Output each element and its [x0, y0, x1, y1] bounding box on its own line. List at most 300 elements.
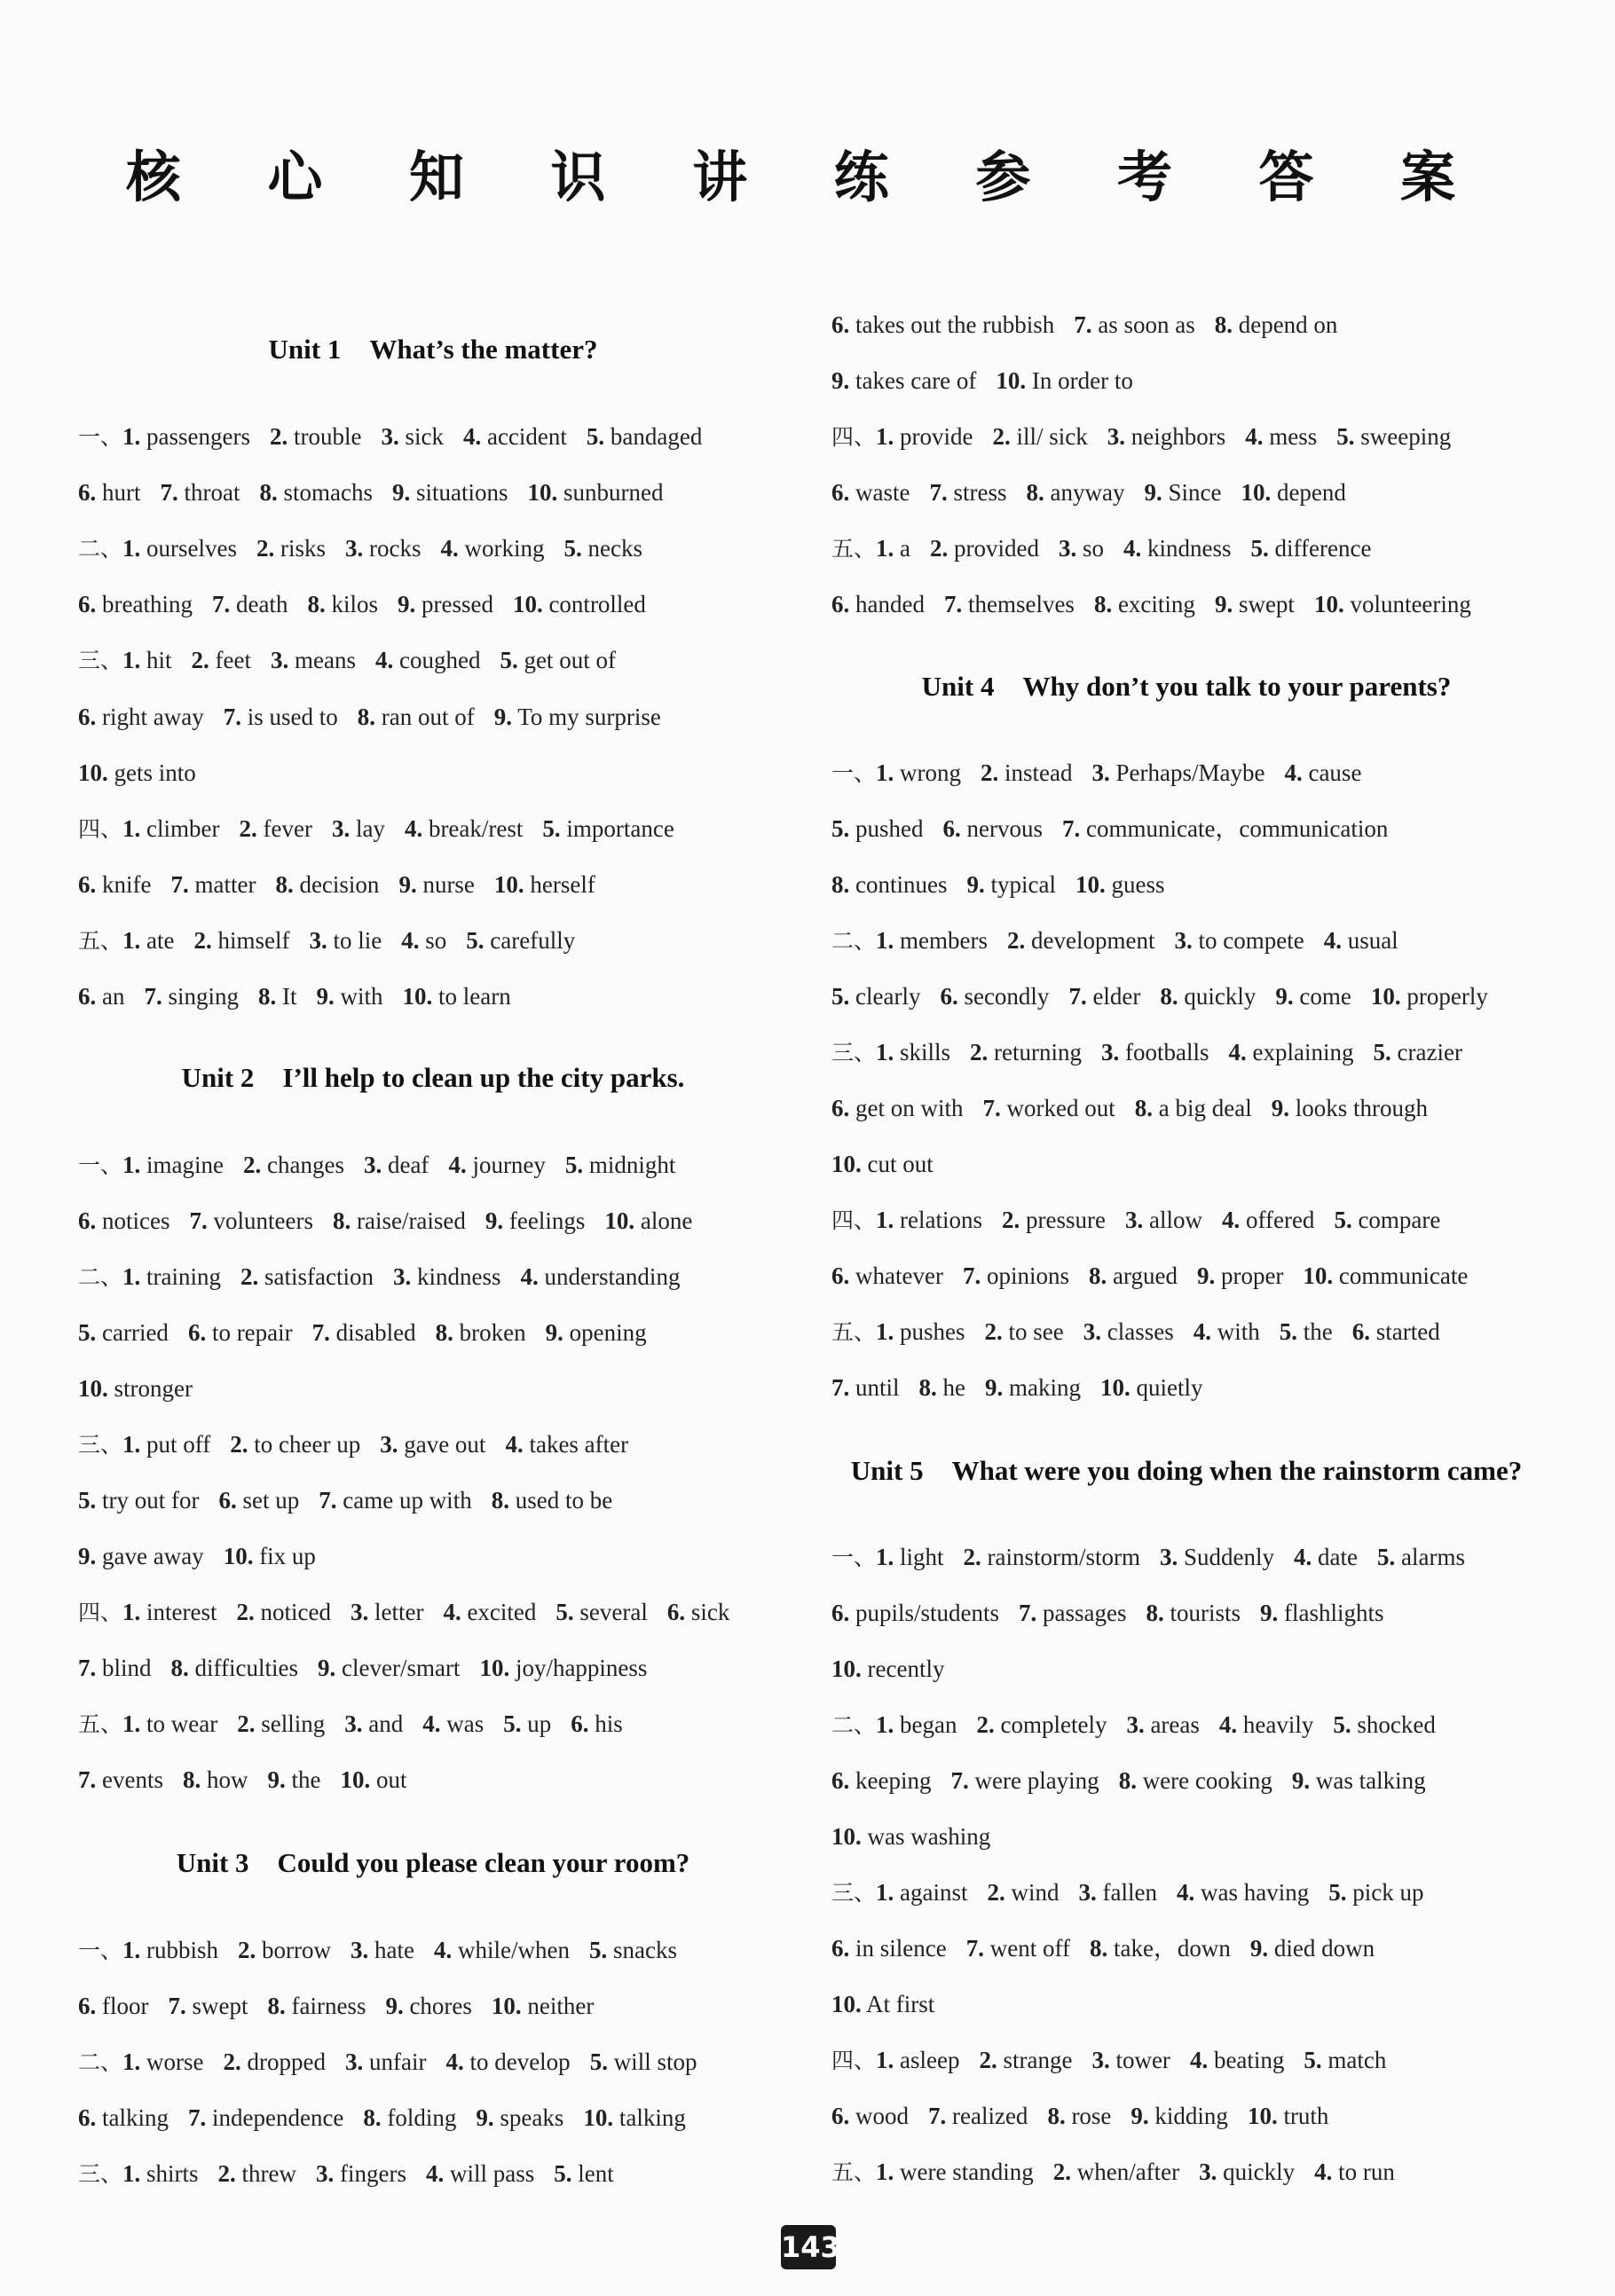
answer-text: clearly: [849, 983, 921, 1010]
answer-item: [240, 1263, 374, 1290]
answer-text: shocked: [1351, 1711, 1436, 1738]
answer-text: worse: [140, 2048, 204, 2075]
answer-item: [183, 1766, 248, 1793]
answer-text: fingers: [334, 2160, 406, 2187]
answer-number: 10.: [831, 1823, 862, 1850]
answer-item: [122, 1152, 224, 1178]
answer-text: shirts: [140, 2160, 199, 2187]
answer-text: usual: [1341, 927, 1398, 954]
answer-text: right away: [96, 704, 204, 730]
answer-text: snacks: [607, 1937, 677, 1963]
answer-number: 9.: [391, 479, 411, 506]
answer-text: carefully: [484, 927, 576, 954]
answer-number: 10.: [491, 1993, 522, 2019]
answer-number: 7.: [78, 1766, 97, 1793]
section-label: 五、: [78, 928, 123, 954]
answer-number: 8.: [1118, 1767, 1137, 1794]
answer-number: 10.: [831, 1991, 862, 2017]
answer-number: 6.: [831, 1095, 850, 1121]
answer-number: 4.: [1228, 1039, 1247, 1065]
answer-item: [571, 1710, 623, 1737]
answer-number: 4.: [1189, 2047, 1209, 2073]
answer-text: is used to: [240, 704, 338, 730]
answer-item: [405, 815, 523, 842]
answer-item: [270, 423, 361, 450]
answer-item: [1068, 983, 1140, 1010]
answer-number: 7.: [928, 2103, 947, 2129]
answer-text: gave out: [398, 1431, 486, 1458]
answer-item: [590, 2048, 697, 2075]
answer-text: singing: [162, 983, 239, 1010]
answer-item: [1304, 2047, 1386, 2073]
unit-title: What’s the matter?: [369, 334, 598, 365]
answer-text: broken: [453, 1319, 526, 1346]
answer-number: 8.: [182, 1766, 201, 1793]
answer-text: a big deal: [1152, 1095, 1252, 1121]
answer-text: understanding: [538, 1263, 681, 1290]
answer-line: [831, 1986, 954, 2022]
answer-item: [979, 2047, 1072, 2073]
answer-text: fix up: [253, 1543, 316, 1569]
answer-item: [259, 479, 373, 506]
answer-number: 5.: [1333, 1711, 1351, 1738]
answer-text: were standing: [894, 2158, 1034, 2185]
answer-item: [224, 704, 338, 730]
answer-number: 8.: [307, 591, 326, 617]
answer-text: alarms: [1395, 1544, 1465, 1570]
answer-text: clever/smart: [335, 1655, 461, 1681]
answer-text: tower: [1109, 2047, 1170, 2073]
answer-number: 8.: [1047, 2103, 1066, 2129]
answer-item: [528, 479, 664, 506]
answer-text: interest: [140, 1599, 217, 1625]
answer-line: [831, 2154, 1414, 2190]
answer-number: 3.: [1058, 535, 1077, 562]
answer-item: [318, 1655, 460, 1681]
answer-item: [398, 871, 474, 898]
answer-text: chores: [403, 1993, 472, 2019]
answer-item: [667, 1599, 730, 1625]
answer-text: to repair: [206, 1319, 293, 1346]
answer-number: 10.: [1247, 2103, 1278, 2129]
answer-number: 6.: [78, 1207, 97, 1234]
answer-item: [1079, 1879, 1157, 1906]
answer-text: pushed: [849, 815, 924, 842]
answer-number: 10.: [512, 591, 543, 617]
answer-number: 2.: [236, 1599, 255, 1625]
answer-line: [831, 531, 1390, 566]
answer-item: [554, 2160, 614, 2187]
answer-line: [831, 1651, 964, 1687]
answer-number: 5.: [564, 1152, 584, 1178]
section-label: 一、: [831, 1545, 877, 1570]
answer-line: [78, 1147, 695, 1183]
answer-number: 3.: [1083, 1318, 1101, 1345]
answer-number: 10.: [831, 1151, 862, 1177]
unit-heading: [831, 1451, 1541, 1490]
answer-text: unfair: [363, 2048, 427, 2075]
answer-text: sweeping: [1354, 423, 1452, 450]
answer-text: will pass: [444, 2160, 535, 2187]
unit-title: Why don’t you talk to your parents?: [1022, 671, 1452, 702]
answer-item: [466, 927, 575, 954]
answer-item: [78, 1207, 169, 1234]
section-label: 四、: [831, 424, 877, 450]
answer-number: 8.: [357, 704, 375, 730]
answer-text: stress: [947, 479, 1007, 506]
answer-number: 8.: [1026, 479, 1044, 506]
answer-item: [122, 815, 219, 842]
answer-item: [218, 1487, 299, 1514]
answer-number: 3.: [331, 815, 351, 842]
answer-item: [479, 1655, 647, 1681]
answer-item: [1280, 1318, 1333, 1345]
answer-text: lent: [571, 2160, 614, 2187]
answer-item: [122, 423, 250, 450]
answer-item: [492, 1487, 612, 1514]
answer-number: 6.: [78, 2104, 97, 2131]
answer-text: communicate，communication: [1080, 815, 1389, 842]
answer-line: [78, 1762, 427, 1797]
answer-line: [78, 1259, 699, 1294]
answer-text: breathing: [96, 591, 193, 617]
answer-item: [122, 927, 174, 954]
answer-text: speaks: [493, 2104, 564, 2131]
answer-item: [1177, 1879, 1309, 1906]
answer-item: [831, 1095, 964, 1121]
answer-number: 5.: [555, 1599, 574, 1625]
answer-item: [1083, 1318, 1174, 1345]
answer-item: [351, 1937, 414, 1963]
answer-text: tourists: [1163, 1600, 1241, 1626]
answer-item: [831, 367, 976, 394]
answer-item: [333, 1207, 466, 1234]
answer-number: 2.: [193, 927, 212, 954]
answer-number: 7.: [982, 1095, 1001, 1121]
answer-item: [78, 591, 193, 617]
answer-text: to run: [1332, 2158, 1395, 2185]
answer-item: [1026, 479, 1124, 506]
answer-number: 2.: [230, 1431, 248, 1458]
answer-number: 3.: [1101, 1039, 1120, 1065]
answer-number: 2.: [930, 535, 949, 562]
answer-item: [1002, 1207, 1106, 1233]
answer-line: [78, 811, 694, 846]
answer-text: ill/ sick: [1010, 423, 1088, 450]
answer-number: 1.: [122, 1431, 141, 1458]
answer-text: journey: [466, 1152, 546, 1178]
answer-item: [831, 1262, 943, 1289]
answer-text: continues: [849, 871, 948, 898]
answer-number: 9.: [1214, 591, 1233, 617]
answer-item: [1089, 1262, 1178, 1289]
answer-text: passengers: [140, 423, 250, 450]
answer-text: came up with: [336, 1487, 472, 1514]
answer-text: sick: [398, 423, 444, 450]
answer-text: began: [894, 1711, 957, 1738]
answer-text: exciting: [1112, 591, 1195, 617]
answer-item: [78, 2104, 169, 2131]
answer-item: [363, 2104, 456, 2131]
answer-number: 8.: [258, 983, 277, 1010]
answer-text: ourselves: [140, 535, 237, 562]
answer-text: recently: [861, 1655, 945, 1682]
answer-item: [122, 1599, 217, 1625]
answer-number: 4.: [404, 815, 423, 842]
answer-text: against: [894, 1879, 968, 1906]
answer-line: [831, 2098, 1348, 2134]
answer-text: with: [1210, 1318, 1260, 1345]
answer-number: 1.: [122, 1710, 141, 1737]
answer-number: 9.: [985, 1374, 1004, 1401]
answer-item: [1336, 423, 1451, 450]
answer-item: [345, 2048, 426, 2075]
answer-number: 7.: [1068, 983, 1087, 1010]
answer-text: carried: [96, 1319, 169, 1346]
unit-title: Could you please clean your room?: [277, 1847, 690, 1878]
answer-text: wrong: [894, 759, 962, 786]
unit-heading: [831, 667, 1541, 706]
answer-line: [831, 2042, 1406, 2078]
answer-number: 3.: [392, 1263, 412, 1290]
answer-text: In order to: [1026, 367, 1133, 394]
answer-line: [831, 1146, 953, 1182]
answer-text: waste: [849, 479, 910, 506]
answer-item: [237, 1710, 325, 1737]
answer-item: [1053, 2158, 1179, 2185]
answer-text: to lie: [327, 927, 382, 954]
answer-text: were playing: [968, 1767, 1099, 1794]
answer-text: anyway: [1044, 479, 1125, 506]
answer-text: to wear: [140, 1710, 218, 1737]
answer-number: 10.: [1303, 1262, 1334, 1289]
answer-item: [1334, 1207, 1440, 1233]
answer-text: rose: [1065, 2103, 1112, 2129]
answer-text: in silence: [849, 1935, 947, 1962]
answer-line: [78, 1371, 212, 1406]
answer-text: neighbors: [1125, 423, 1226, 450]
answer-number: 10.: [78, 759, 108, 786]
answer-number: 5.: [1328, 1879, 1347, 1906]
answer-text: depend on: [1232, 311, 1338, 338]
answer-text: kidding: [1148, 2103, 1228, 2129]
answer-number: 8.: [918, 1374, 937, 1401]
answer-number: 4.: [1294, 1544, 1312, 1570]
answer-text: excited: [461, 1599, 537, 1625]
answer-item: [970, 1039, 1082, 1065]
section-label: 三、: [78, 648, 123, 673]
answer-text: changes: [261, 1152, 344, 1178]
answer-text: herself: [524, 871, 595, 898]
answer-number: 8.: [1093, 591, 1113, 617]
answer-text: flashlights: [1278, 1600, 1384, 1626]
section-label: 五、: [831, 2159, 877, 2185]
answer-number: 5.: [500, 647, 518, 673]
answer-line: [831, 1819, 1010, 1854]
answer-item: [1371, 983, 1488, 1010]
answer-number: 3.: [351, 1937, 369, 1963]
answer-item: [445, 2048, 570, 2075]
answer-item: [122, 1710, 217, 1737]
answer-item: [78, 479, 141, 506]
answer-text: will stop: [607, 2048, 697, 2075]
answer-text: rubbish: [140, 1937, 219, 1963]
answer-item: [964, 1544, 1140, 1570]
answer-number: 7.: [962, 1262, 981, 1289]
answer-text: come: [1293, 983, 1351, 1010]
answer-item: [1314, 591, 1471, 617]
answer-number: 3.: [344, 1710, 363, 1737]
answer-item: [1190, 2047, 1284, 2073]
answer-item: [426, 2160, 534, 2187]
answer-item: [188, 2104, 343, 2131]
answer-number: 7.: [311, 1319, 330, 1346]
answer-item: [1047, 2103, 1111, 2129]
answer-number: 9.: [78, 1543, 97, 1569]
answer-number: 7.: [188, 2104, 207, 2131]
answer-text: alone: [634, 1207, 693, 1234]
answer-number: 1.: [876, 1207, 894, 1233]
answer-text: opinions: [981, 1262, 1069, 1289]
answer-item: [983, 1095, 1115, 1121]
answer-item: [996, 367, 1132, 394]
answer-text: It: [276, 983, 297, 1010]
answer-item: [144, 983, 239, 1010]
answer-number: 2.: [243, 1152, 262, 1178]
answer-item: [928, 2103, 1028, 2129]
answer-item: [876, 1318, 965, 1345]
answer-number: 9.: [1275, 983, 1294, 1010]
answer-item: [1374, 1039, 1462, 1065]
answer-text: provided: [948, 535, 1039, 562]
answer-text: passages: [1036, 1600, 1127, 1626]
section-label: 二、: [831, 1712, 877, 1738]
answer-item: [831, 1655, 944, 1682]
answer-number: 10.: [527, 479, 558, 506]
answer-text: and: [362, 1710, 404, 1737]
answer-item: [583, 2104, 686, 2131]
answer-item: [258, 983, 297, 1010]
answer-text: mess: [1263, 423, 1318, 450]
answer-text: looks through: [1288, 1095, 1428, 1121]
answer-item: [876, 1879, 967, 1906]
answer-text: completely: [994, 1711, 1107, 1738]
answer-line: [831, 1314, 1460, 1349]
answer-item: [604, 1207, 692, 1234]
answer-item: [564, 535, 642, 562]
answer-item: [381, 423, 444, 450]
answer-number: 9.: [1196, 1262, 1216, 1289]
answer-number: 1.: [876, 2047, 894, 2073]
answer-item: [589, 1937, 677, 1963]
answer-number: 9.: [493, 704, 512, 730]
answer-item: [256, 535, 326, 562]
answer-number: 7.: [319, 1487, 337, 1514]
answer-text: necks: [581, 535, 642, 562]
answer-number: 1.: [122, 647, 141, 673]
answer-text: so: [419, 927, 447, 954]
answer-number: 7.: [168, 1993, 186, 2019]
section-label: 五、: [78, 1711, 123, 1737]
section-label: 三、: [831, 1880, 877, 1906]
answer-item: [1123, 535, 1232, 562]
answer-text: asleep: [894, 2047, 960, 2073]
answer-number: 6.: [940, 983, 958, 1010]
answer-text: match: [1321, 2047, 1387, 2073]
answer-item: [238, 1937, 331, 1963]
answer-number: 6.: [78, 1993, 97, 2019]
answer-item: [876, 1207, 982, 1233]
answer-text: fever: [256, 815, 312, 842]
answer-text: started: [1370, 1318, 1440, 1345]
answer-item: [831, 815, 924, 842]
answer-number: 8.: [491, 1487, 509, 1514]
answer-number: 6.: [78, 479, 97, 506]
answer-number: 3.: [1107, 423, 1125, 450]
answer-text: development: [1025, 927, 1155, 954]
answer-text: was: [440, 1710, 484, 1737]
answer-item: [555, 1599, 647, 1625]
answer-number: 10.: [604, 1207, 635, 1234]
answer-item: [78, 983, 124, 1010]
answer-number: 4.: [1176, 1879, 1195, 1906]
answer-text: situations: [410, 479, 508, 506]
answer-line: [78, 531, 662, 566]
answer-item: [1222, 1207, 1314, 1233]
answer-number: 8.: [1089, 1935, 1108, 1962]
answer-number: 9.: [385, 1993, 404, 2019]
answer-number: 7.: [1074, 311, 1092, 338]
section-label: 二、: [831, 928, 877, 954]
answer-text: pupils/students: [849, 1600, 1000, 1626]
answer-text: died down: [1268, 1935, 1375, 1962]
answer-text: when/after: [1070, 2158, 1180, 2185]
answer-item: [919, 1374, 965, 1401]
answer-item: [171, 1655, 298, 1681]
answer-item: [237, 1599, 331, 1625]
answer-text: swept: [1233, 591, 1295, 617]
answer-number: 3.: [1160, 1544, 1178, 1570]
answer-number: 7.: [223, 704, 241, 730]
answer-text: imagine: [140, 1152, 224, 1178]
answer-item: [351, 1599, 423, 1625]
answer-item: [876, 1039, 950, 1065]
section-label: 二、: [78, 2049, 123, 2075]
answer-item: [122, 1431, 210, 1458]
section-label: 五、: [831, 1319, 877, 1345]
answer-line: [78, 1315, 666, 1350]
answer-text: To my surprise: [511, 704, 661, 730]
answer-item: [78, 1375, 193, 1402]
answer-item: [1241, 479, 1345, 506]
answer-item: [876, 2158, 1034, 2185]
answer-item: [1333, 1711, 1435, 1738]
answer-text: to compete: [1192, 927, 1304, 954]
answer-item: [1251, 535, 1372, 562]
answer-number: 7.: [929, 479, 948, 506]
answer-number: 8.: [259, 479, 278, 506]
answer-item: [1174, 927, 1304, 954]
answer-text: nervous: [960, 815, 1043, 842]
answer-number: 6.: [831, 1935, 850, 1962]
answer-number: 3.: [363, 1152, 382, 1178]
answer-item: [1091, 2047, 1170, 2073]
answer-item: [981, 759, 1072, 786]
answer-number: 4.: [443, 1599, 461, 1625]
answer-item: [1229, 1039, 1354, 1065]
answer-number: 4.: [401, 927, 420, 954]
answer-item: [1075, 871, 1165, 898]
